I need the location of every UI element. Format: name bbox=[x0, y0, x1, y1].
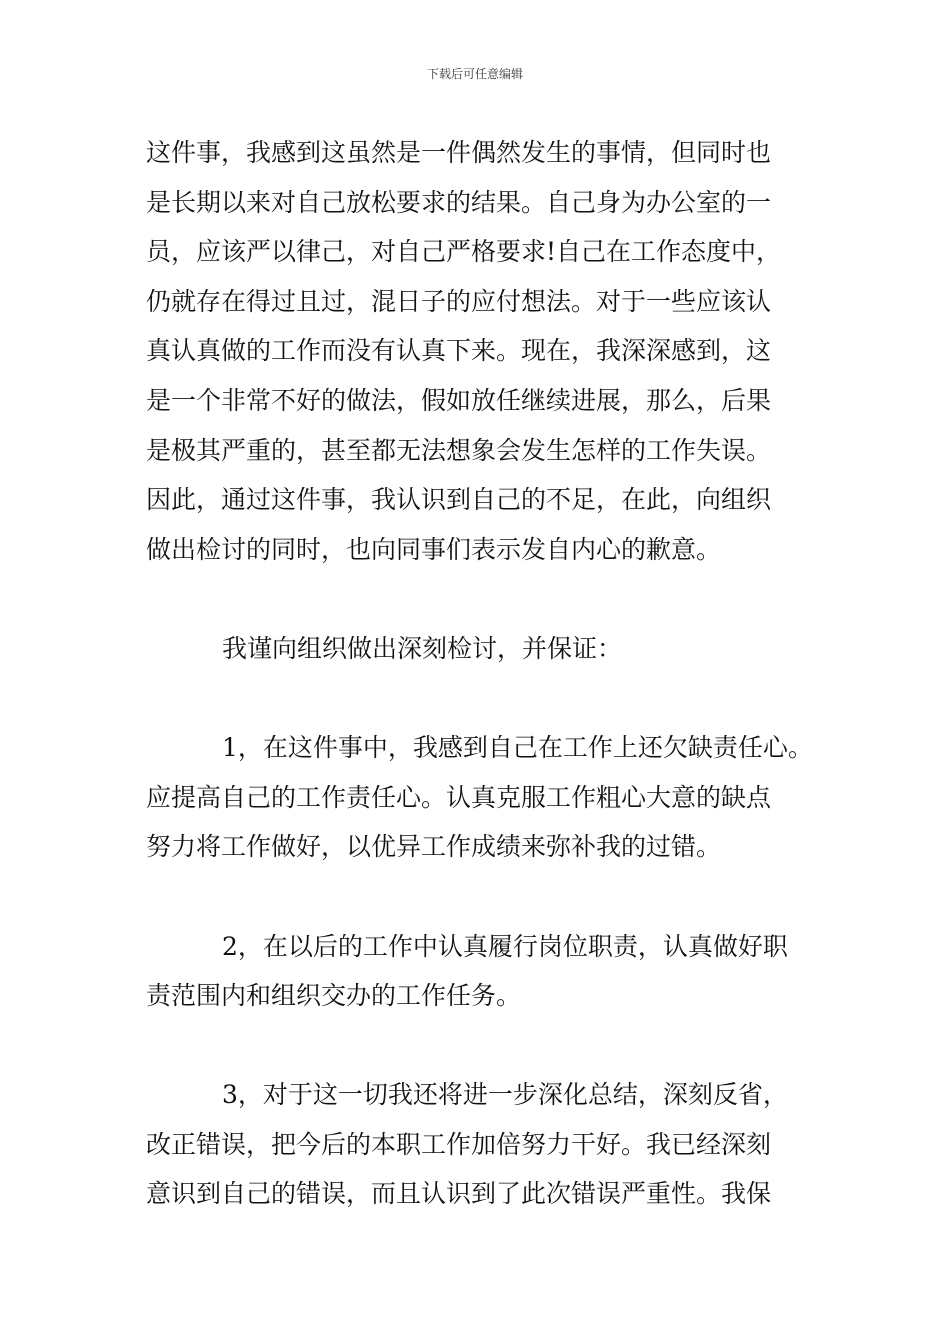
text-line: 我谨向组织做出深刻检讨，并保证： bbox=[222, 633, 623, 663]
text-line: 仍就存在得过且过，混日子的应付想法。对于一些应该认 bbox=[146, 286, 772, 316]
text-line: 是长期以来对自己放松要求的结果。自己身为办公室的一 bbox=[146, 187, 772, 217]
paragraph-spacer bbox=[146, 872, 818, 922]
paragraph-spacer bbox=[146, 574, 818, 624]
text-line: 努力将工作做好，以优异工作成绩来弥补我的过错。 bbox=[146, 832, 722, 862]
text-line: 是极其严重的，甚至都无法想象会发生怎样的工作失误。 bbox=[146, 435, 772, 465]
paragraph-spacer bbox=[146, 1021, 818, 1071]
text-line: 这件事，我感到这虽然是一件偶然发生的事情，但同时也 bbox=[146, 138, 772, 167]
document-body bbox=[146, 128, 818, 1219]
text-line: 真认真做的工作而没有认真下来。现在，我深深感到，这 bbox=[146, 336, 772, 366]
text-line: 员，应该严以律己，对自己严格要求!自己在工作态度中， bbox=[146, 237, 782, 267]
page-header: 下载后可任意编辑 bbox=[426, 67, 523, 81]
text-line: 因此，通过这件事，我认识到自己的不足，在此，向组织 bbox=[146, 485, 772, 515]
text-line: 意识到自己的错误，而且认识到了此次错误严重性。我保 bbox=[146, 1179, 772, 1209]
paragraph-spacer bbox=[146, 674, 818, 724]
text-line: 1，在这件事中，我感到自己在工作上还欠缺责任心。 bbox=[222, 733, 813, 763]
paragraph-1 bbox=[146, 128, 818, 574]
text-line: 3，对于这一切我还将进一步深化总结，深刻反省， bbox=[222, 1080, 788, 1110]
text-line: 是一个非常不好的做法，假如放任继续进展，那么，后果 bbox=[146, 385, 772, 415]
text-line: 责范围内和组织交办的工作任务。 bbox=[146, 981, 522, 1011]
paragraph-5 bbox=[146, 1070, 818, 1219]
paragraph-2 bbox=[146, 624, 818, 674]
text-line: 做出检讨的同时，也向同事们表示发自内心的歉意。 bbox=[146, 534, 722, 564]
text-line: 改正错误，把今后的本职工作加倍努力干好。我已经深刻 bbox=[146, 1129, 772, 1159]
paragraph-4 bbox=[146, 922, 818, 1021]
paragraph-3 bbox=[146, 723, 818, 872]
text-line: 应提高自己的工作责任心。认真克服工作粗心大意的缺点 bbox=[146, 782, 772, 812]
text-line: 2，在以后的工作中认真履行岗位职责，认真做好职 bbox=[222, 931, 788, 961]
